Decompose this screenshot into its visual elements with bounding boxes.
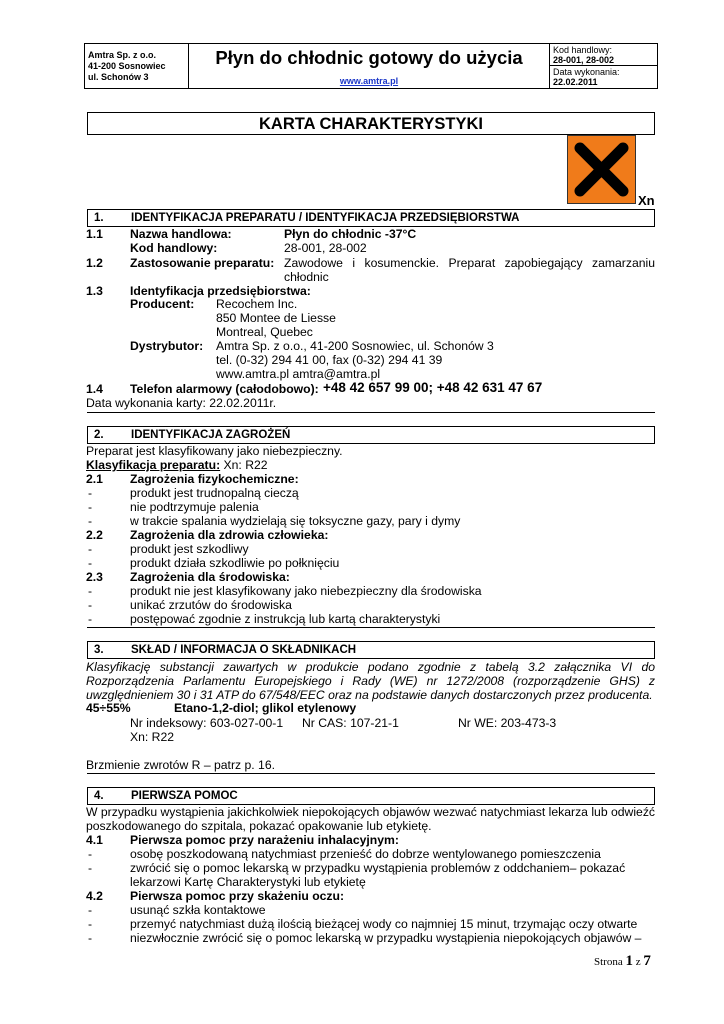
divider bbox=[87, 412, 655, 413]
section-heading: SKŁAD / INFORMACJA O SKŁADNIKACH bbox=[131, 644, 357, 656]
use-text: Zawodowe i kosumenckie. Preparat zapobiegający zamarzaniu bbox=[284, 256, 655, 270]
trade-code-label: Kod handlowy: bbox=[130, 241, 218, 255]
classification-line bbox=[86, 458, 268, 472]
code-label: Kod handlowy: bbox=[553, 45, 613, 55]
distributor-address: Amtra Sp. z o.o., 41-200 Sosnowiec, ul. Schonów 3 bbox=[216, 339, 494, 353]
first-aid-intro: W przypadku wystąpienia jakichkolwiek niepokojących objawów wezwać natychmiast lekarza lub odwieźć bbox=[86, 805, 656, 819]
code-value: 28-001, 28-002 bbox=[553, 55, 615, 65]
section-4-header bbox=[87, 787, 655, 805]
ident-label: Identyfikacja przedsiębiorstwa: bbox=[130, 284, 311, 298]
composition-text: uwzględnieniem 30 i 31 ATP do 67/548/EEC oraz na podstawie danych dostarczonych przez producenta. bbox=[86, 688, 653, 702]
producer-street: 850 Montee de Liesse bbox=[216, 311, 336, 325]
we-number: Nr WE: 203-473-3 bbox=[458, 716, 557, 730]
section-number: 3. bbox=[94, 644, 104, 656]
dash: - bbox=[88, 598, 93, 612]
list-item: w trakcie spalania wydzielają się toksyczne gazy, pary i dymy bbox=[130, 514, 461, 528]
substance-name: Etano-1,2-diol; glikol etylenowy bbox=[174, 701, 357, 715]
producer-label: Producent: bbox=[130, 297, 195, 311]
item-number: 2.1 bbox=[86, 472, 103, 486]
date-value: 22.02.2011 bbox=[553, 77, 598, 87]
dash: - bbox=[88, 931, 93, 945]
header-title-cell bbox=[189, 44, 549, 88]
composition-text: Klasyfikację substancji zawartych w produkcie podano zgodnie z tabelą 3.2 załącznika VI do bbox=[86, 660, 655, 674]
list-item: niezwłocznie zwrócić się o pomoc lekarską w przypadku wystąpienia niepokojących objawów – bbox=[130, 931, 642, 945]
total-pages: 7 bbox=[643, 953, 651, 969]
dash: - bbox=[88, 514, 93, 528]
product-title: Płyn do chłodnic gotowy do użycia bbox=[215, 47, 523, 68]
item-number: 1.3 bbox=[86, 284, 103, 298]
dash: - bbox=[88, 584, 93, 598]
section-1-header bbox=[87, 209, 655, 227]
header-table bbox=[84, 43, 658, 89]
company-city: 41-200 Sosnowiec bbox=[88, 61, 166, 71]
page-word: Strona bbox=[594, 956, 626, 968]
dash: - bbox=[88, 861, 93, 875]
substance-class: Xn: R22 bbox=[130, 730, 175, 744]
item-number: 2.2 bbox=[86, 528, 103, 542]
list-item: zwrócić się o pomoc lekarską w przypadku wystąpienia problemów z oddchaniem– pokazać bbox=[130, 861, 626, 875]
subheading: Zagrożenia fizykochemiczne: bbox=[130, 472, 299, 486]
dash: - bbox=[88, 612, 93, 626]
item-number: 1.1 bbox=[86, 227, 103, 241]
section-3-header bbox=[87, 641, 655, 659]
list-item: postępować zgodnie z instrukcją lub kartą charakterystyki bbox=[130, 612, 441, 626]
r-phrases-note: Brzmienie zwrotów R – patrz p. 16. bbox=[86, 758, 275, 772]
dash: - bbox=[88, 917, 93, 931]
cas-number: Nr CAS: 107-21-1 bbox=[302, 716, 399, 730]
phone-label: Telefon alarmowy (całodobowo): bbox=[130, 382, 319, 396]
page-number bbox=[594, 953, 651, 970]
list-item: produkt jest szkodliwy bbox=[130, 542, 249, 556]
section-heading: IDENTYFIKACJA PREPARATU / IDENTYFIKACJA PRZEDSIĘBIORSTWA bbox=[131, 212, 520, 224]
list-item: usunąć szkła kontaktowe bbox=[130, 903, 266, 917]
first-aid-intro: poszkodowanego do szpitala, pokazać opakowanie lub etykietę. bbox=[86, 819, 432, 833]
classification-label: Klasyfikacja preparatu: bbox=[86, 458, 221, 472]
section-2-header bbox=[87, 426, 655, 444]
dash: - bbox=[88, 847, 93, 861]
subheading: Pierwsza pomoc przy narażeniu inhalacyjnym: bbox=[130, 833, 399, 847]
harmful-x-icon bbox=[567, 135, 636, 204]
company-street: ul. Schonów 3 bbox=[88, 72, 149, 82]
company-address bbox=[85, 44, 189, 88]
section-number: 4. bbox=[94, 790, 104, 802]
composition-text: Rozporządzenia Parlamentu Europejskiego i Rady (WE) nr 1272/2008 (rozporządzenie GHS) z bbox=[86, 674, 655, 688]
dash: - bbox=[88, 903, 93, 917]
list-item: produkt działa szkodliwie po połknięciu bbox=[130, 556, 340, 570]
producer-name: Recochem Inc. bbox=[216, 297, 298, 311]
website-link[interactable]: www.amtra.pl bbox=[339, 76, 399, 86]
list-item: produkt jest trudnopalną cieczą bbox=[130, 486, 299, 500]
use-label: Zastosowanie preparatu: bbox=[130, 256, 275, 270]
item-number: 2.3 bbox=[86, 570, 103, 584]
section-number: 1. bbox=[94, 212, 104, 224]
distributor-web: www.amtra.pl amtra@amtra.pl bbox=[216, 367, 381, 381]
list-item: nie podtrzymuje palenia bbox=[130, 500, 259, 514]
section-heading: PIERWSZA POMOC bbox=[131, 790, 238, 802]
card-date: Data wykonania karty: 22.02.2011r. bbox=[86, 396, 277, 410]
distributor-label: Dystrybutor: bbox=[130, 339, 204, 353]
producer-city: Montreal, Quebec bbox=[216, 325, 313, 339]
item-number: 1.4 bbox=[86, 382, 103, 396]
dash: - bbox=[88, 486, 93, 500]
list-item: osobę poszkodowaną natychmiast przenieść do dobrze wentylowanego pomieszczenia bbox=[130, 847, 601, 861]
emergency-phone: +48 42 657 99 00; +48 42 631 47 67 bbox=[323, 380, 543, 395]
dash: - bbox=[88, 542, 93, 556]
item-number: 4.2 bbox=[86, 889, 103, 903]
list-item: produkt nie jest klasyfikowany jako niebezpieczny dla środowiska bbox=[130, 584, 482, 598]
item-number: 1.2 bbox=[86, 256, 103, 270]
index-number: Nr indeksowy: 603-027-00-1 bbox=[130, 716, 284, 730]
distributor-phone: tel. (0-32) 294 41 00, fax (0-32) 294 41 39 bbox=[216, 353, 443, 367]
dash: - bbox=[88, 500, 93, 514]
subheading: Zagrożenia dla zdrowia człowieka: bbox=[130, 528, 329, 542]
date-label: Data wykonania: bbox=[553, 67, 620, 77]
list-item: przemyć natychmiast dużą ilością bieżącej wody co najmniej 15 minut, trzymając oczy otwarte bbox=[130, 917, 638, 931]
section-number: 2. bbox=[94, 429, 104, 441]
of-word: z bbox=[632, 956, 644, 968]
concentration: 45÷55% bbox=[86, 701, 131, 715]
document-title: KARTA CHARAKTERYSTYKI bbox=[87, 112, 655, 135]
trade-code-value: 28-001, 28-002 bbox=[284, 241, 367, 255]
hazard-intro: Preparat jest klasyfikowany jako niebezpieczny. bbox=[86, 444, 343, 458]
item-number: 4.1 bbox=[86, 833, 103, 847]
current-page: 1 bbox=[625, 953, 633, 969]
classification-value: Xn: R22 bbox=[220, 458, 268, 472]
hazard-code: Xn bbox=[638, 193, 655, 208]
subheading: Pierwsza pomoc przy skażeniu oczu: bbox=[130, 889, 345, 903]
subheading: Zagrożenia dla środowiska: bbox=[130, 570, 290, 584]
company-name: Amtra Sp. z o.o. bbox=[88, 50, 157, 60]
list-item: unikać zrzutów do środowiska bbox=[130, 598, 292, 612]
use-text-cont: chłodnic bbox=[284, 270, 329, 284]
trade-name-value: Płyn do chłodnic -37°C bbox=[284, 227, 417, 241]
list-item-cont: lekarzowi Kartę Charakterystyki lub etykietę bbox=[130, 875, 366, 889]
header-meta-cell bbox=[549, 44, 657, 88]
divider bbox=[87, 773, 655, 774]
dash: - bbox=[88, 556, 93, 570]
trade-name-label: Nazwa handlowa: bbox=[130, 227, 232, 241]
divider bbox=[87, 627, 655, 628]
section-heading: IDENTYFIKACJA ZAGROŻEŃ bbox=[131, 429, 291, 441]
